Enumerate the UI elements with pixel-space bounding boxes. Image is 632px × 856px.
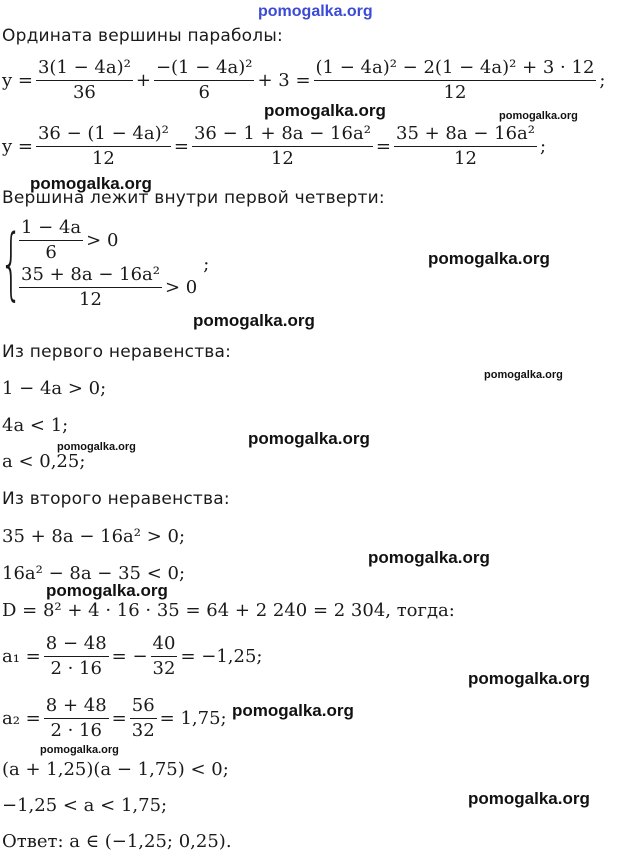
step-line: −1,25 < a < 1,75; <box>2 795 168 816</box>
numerator: 35 + 8a − 16a² <box>19 265 162 288</box>
watermark: pomogalka.org <box>248 429 370 448</box>
watermark: pomogalka.org <box>193 311 315 330</box>
denominator: 2 · 16 <box>50 720 102 741</box>
terminator: ; <box>599 70 606 91</box>
inequality-system <box>0 218 209 310</box>
operator: = <box>173 136 189 157</box>
step-line: (a + 1,25)(a − 1,75) < 0; <box>2 759 229 780</box>
fraction <box>394 124 537 169</box>
numerator: 8 − 48 <box>44 634 109 657</box>
system-rows <box>16 218 197 310</box>
numerator: 3(1 − 4a)² <box>36 58 133 81</box>
terminator: ; <box>203 253 210 275</box>
watermark: pomogalka.org <box>40 744 119 756</box>
heading-first-inequality: Из первого неравенства: <box>2 342 232 362</box>
step-line: 35 + 8a − 16a² > 0; <box>2 526 186 547</box>
step-line: 1 − 4a > 0; <box>2 378 107 399</box>
watermark-top: pomogalka.org <box>258 3 373 20</box>
fraction <box>130 696 157 741</box>
eq-lhs: a₂ = <box>2 708 41 729</box>
watermark: pomogalka.org <box>484 369 563 381</box>
denominator: 36 <box>72 82 96 103</box>
denominator: 32 <box>152 658 176 679</box>
eq-lhs: y = <box>2 70 33 91</box>
operator: = <box>111 708 127 729</box>
eq-lhs: y = <box>2 136 33 157</box>
system-row-2 <box>16 265 197 310</box>
fraction <box>151 634 178 679</box>
fraction <box>19 218 83 263</box>
terminator: ; <box>540 136 547 157</box>
numerator: 36 − 1 + 8a − 16a² <box>192 124 373 147</box>
fraction <box>154 58 255 103</box>
fraction <box>36 58 133 103</box>
eq-lhs: a₁ = <box>2 646 41 667</box>
fraction <box>44 634 109 679</box>
relation: > 0 <box>165 277 198 298</box>
watermark: pomogalka.org <box>428 249 550 268</box>
step-line: 16a² − 8a − 35 < 0; <box>2 563 186 584</box>
operator: + <box>135 70 151 91</box>
result: = −1,25; <box>180 646 263 667</box>
operator: + 3 = <box>257 70 311 91</box>
answer-line: Ответ: a ∈ (−1,25; 0,25). <box>2 831 232 852</box>
step-line: a < 0,25; <box>2 451 86 472</box>
fraction <box>36 124 171 169</box>
result: = 1,75; <box>159 708 227 729</box>
denominator: 32 <box>131 720 155 741</box>
heading-vertex-ordinate: Ордината вершины параболы: <box>2 26 283 46</box>
numerator: 56 <box>130 696 157 719</box>
watermark: pomogalka.org <box>264 101 386 120</box>
watermark: pomogalka.org <box>468 789 590 808</box>
fraction <box>19 265 162 310</box>
system-row-1 <box>16 218 197 263</box>
step-line: 4a < 1; <box>2 415 69 436</box>
heading-first-quadrant: Вершина лежит внутри первой четверти: <box>2 188 385 208</box>
relation: > 0 <box>86 230 119 251</box>
watermark: pomogalka.org <box>30 174 152 193</box>
watermark: pomogalka.org <box>232 701 354 720</box>
numerator: (1 − 4a)² − 2(1 − 4a)² + 3 · 12 <box>314 58 597 81</box>
operator: = − <box>111 646 148 667</box>
watermark: pomogalka.org <box>57 441 136 453</box>
heading-second-inequality: Из второго неравенства: <box>2 489 230 509</box>
watermark: pomogalka.org <box>468 669 590 688</box>
fraction <box>192 124 373 169</box>
root-a2 <box>2 696 227 741</box>
watermark: pomogalka.org <box>46 581 168 600</box>
root-a1 <box>2 634 262 679</box>
numerator: 40 <box>151 634 178 657</box>
numerator: 1 − 4a <box>19 218 83 241</box>
watermark: pomogalka.org <box>499 110 578 122</box>
fraction <box>314 58 597 103</box>
discriminant-line: D = 8² + 4 · 16 · 35 = 64 + 2 240 = 2 304, тогда: <box>2 600 455 621</box>
denominator: 2 · 16 <box>50 658 102 679</box>
brace-icon: { <box>0 219 23 309</box>
denominator: 6 <box>198 82 210 103</box>
operator: = <box>375 136 391 157</box>
numerator: 8 + 48 <box>44 696 109 719</box>
denominator: 12 <box>454 148 477 169</box>
watermark: pomogalka.org <box>368 548 490 567</box>
denominator: 12 <box>91 148 115 169</box>
numerator: −(1 − 4a)² <box>154 58 255 81</box>
equation-ordinate-1 <box>2 58 605 103</box>
numerator: 36 − (1 − 4a)² <box>36 124 171 147</box>
numerator: 35 + 8a − 16a² <box>394 124 537 147</box>
denominator: 12 <box>79 289 102 310</box>
denominator: 12 <box>443 82 467 103</box>
denominator: 12 <box>270 148 294 169</box>
fraction <box>44 696 109 741</box>
equation-ordinate-2 <box>2 124 546 169</box>
denominator: 6 <box>45 242 57 263</box>
